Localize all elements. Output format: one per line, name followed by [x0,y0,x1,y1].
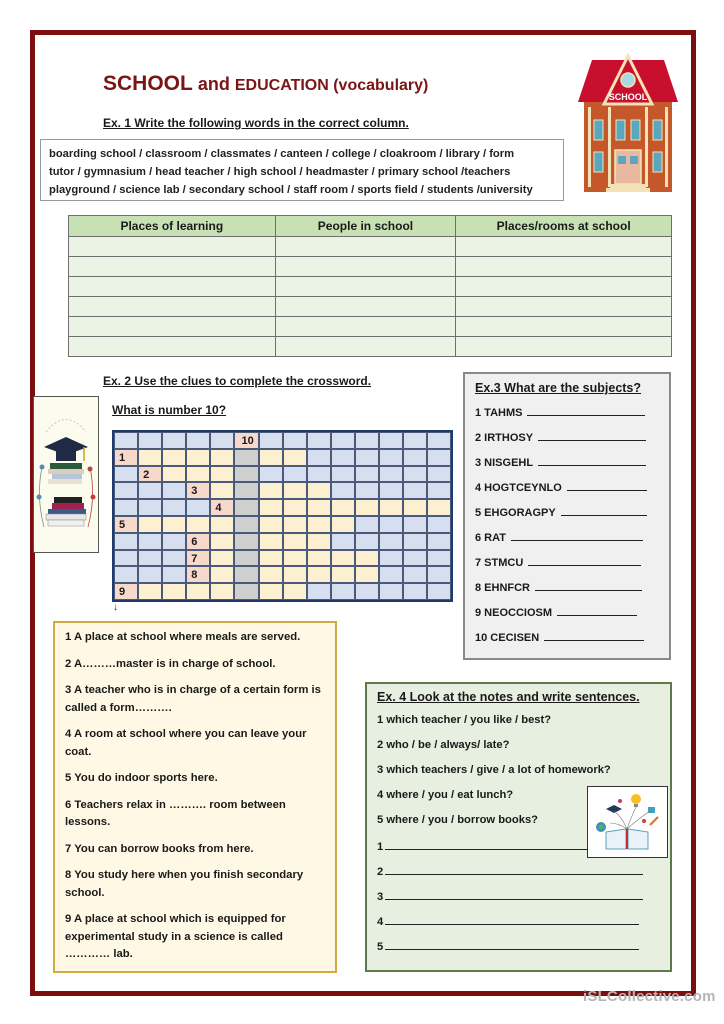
crossword-clue-number: 5 [114,516,138,533]
answer-blank[interactable] [528,555,641,566]
crossword-cell-blocked [427,583,451,600]
crossword-cell-answer[interactable] [355,550,379,567]
table-cell-blank[interactable] [69,337,276,357]
crossword-cell-blocked [114,432,138,449]
crossword-cell-blocked [355,516,379,533]
table-row [69,337,672,357]
crossword-cell-blocked [307,583,331,600]
column-header-places-rooms: Places/rooms at school [456,216,672,237]
clue: 6 Teachers relax in ………. room between lessons. [65,798,286,828]
word-bank [40,139,564,201]
table-cell-blank[interactable] [69,317,276,337]
crossword-cell-blocked [186,432,210,449]
crossword-cell-answer[interactable] [427,499,451,516]
crossword-cell-keyword[interactable] [234,482,258,499]
crossword-cell-answer[interactable] [259,449,283,466]
anagram-label: 4 HOGTCEYNLO [475,482,562,494]
table-cell-blank[interactable] [69,257,276,277]
crossword-cell-keyword[interactable] [234,516,258,533]
crossword-cell-blocked [138,550,162,567]
crossword-cell-answer[interactable] [283,566,307,583]
crossword-cell-blocked [403,466,427,483]
crossword-cell-blocked [427,449,451,466]
anagram-label: 3 NISGEHL [475,457,534,469]
crossword-clue-number: 3 [186,482,210,499]
arrow-down-icon: ↓ [113,602,118,613]
answer-blank[interactable] [561,505,647,516]
crossword-cell-answer[interactable] [162,449,186,466]
crossword-cell-answer[interactable] [162,466,186,483]
clue: 1 A place at school where meals are served. [65,631,301,643]
crossword-cell-blocked [162,432,186,449]
crossword-cell-answer[interactable] [331,499,355,516]
ex4-prompt: 2 who / be / always/ late? [377,739,510,751]
table-cell-blank[interactable] [69,277,276,297]
column-header-places-of-learning: Places of learning [69,216,276,237]
crossword-cell-blocked [427,466,451,483]
crossword-cell-answer[interactable] [307,499,331,516]
crossword-cell-blocked [427,432,451,449]
crossword-cell-blocked [355,466,379,483]
crossword-cell-blocked [307,466,331,483]
word-bank-line: tutor / gymnasium / head teacher / high school / headmaster / primary school /teachers [49,166,511,178]
anagram-label: 9 NEOCCIOSM [475,607,553,619]
subject-anagram-item [475,630,659,655]
crossword-cell-blocked [210,432,234,449]
word-bank-line: boarding school / classroom / classmates / canteen / college / cloakroom / library / form [49,148,515,160]
table-row [69,277,672,297]
crossword-cell-blocked [331,466,355,483]
ex4-heading: Ex. 4 Look at the notes and write sentences. [377,690,640,704]
crossword-cell-keyword[interactable] [234,566,258,583]
answer-blank[interactable] [527,405,645,416]
crossword-cell-blocked [379,583,403,600]
crossword-cell-answer[interactable] [210,550,234,567]
ex4-prompt: 5 where / you / borrow books? [377,814,539,826]
crossword-cell-keyword[interactable] [234,533,258,550]
clue: 2 A………master is in charge of school. [65,657,276,670]
crossword-cell-blocked [162,550,186,567]
clue: 3 A teacher who is in charge of a certain form is called a form………. [65,684,321,714]
crossword-cell-answer[interactable] [210,449,234,466]
crossword-cell-blocked [355,583,379,600]
crossword-cell-blocked [379,550,403,567]
crossword-cell-answer[interactable] [331,516,355,533]
crossword-cell-blocked [162,482,186,499]
crossword-cell-blocked [403,583,427,600]
crossword-cell-answer[interactable] [307,482,331,499]
anagram-label: 6 RAT [475,532,506,544]
crossword-cell-answer[interactable] [355,566,379,583]
crossword-cell-blocked [427,482,451,499]
crossword-cell-blocked [379,432,403,449]
anagram-label: 10 CECISEN [475,632,540,644]
crossword-cell-blocked [114,533,138,550]
table-cell-blank[interactable] [275,237,456,257]
answer-blank[interactable] [538,430,646,441]
table-cell-blank[interactable] [275,317,456,337]
anagram-label: 5 EHGORAGPY [475,507,556,519]
crossword-cell-blocked [259,466,283,483]
crossword-cell-answer[interactable] [283,583,307,600]
crossword-cell-keyword[interactable] [234,466,258,483]
crossword-cell-blocked [379,533,403,550]
crossword-cell-blocked [403,449,427,466]
crossword-cell-answer[interactable] [307,533,331,550]
subject-anagram-item [475,455,659,480]
crossword-cell-blocked [307,432,331,449]
crossword-cell-answer[interactable] [307,566,331,583]
crossword-cell-answer[interactable] [186,583,210,600]
ex2-subheading: What is number 10? [112,403,227,417]
crossword-cell-answer[interactable] [210,466,234,483]
table-row [69,257,672,277]
crossword-cell-answer[interactable] [186,516,210,533]
ex1-table [68,215,672,357]
crossword-cell-blocked [403,516,427,533]
crossword-cell-blocked [427,516,451,533]
answer-blank[interactable] [557,605,637,616]
graduation-books-icon [33,396,99,553]
crossword-cell-answer[interactable] [259,566,283,583]
crossword-cell-blocked [427,566,451,583]
crossword-cell-blocked [162,533,186,550]
crossword-cell-blocked [138,432,162,449]
answer-blank[interactable] [538,455,646,466]
crossword-cell-answer[interactable] [379,499,403,516]
crossword-cell-answer[interactable] [331,566,355,583]
crossword-cell-answer[interactable] [283,482,307,499]
clue: 9 A place at school which is equipped for experimental study in a science is called ………… lab. [65,913,286,960]
ex3-heading: Ex.3 What are the subjects? [475,381,642,395]
crossword-cell-answer[interactable] [210,516,234,533]
crossword-cell-blocked [355,449,379,466]
school-building-icon [578,52,678,197]
crossword-cell-blocked [114,482,138,499]
crossword-cell-blocked [114,566,138,583]
anagram-label: 7 STMCU [475,557,524,569]
open-book-ideas-icon [587,786,668,858]
crossword-cell-blocked [379,516,403,533]
table-cell-blank[interactable] [456,237,672,257]
clue: 8 You study here when you finish secondary school. [65,869,304,899]
crossword-cell-answer[interactable] [138,516,162,533]
table-row [69,317,672,337]
crossword-cell-blocked [138,499,162,516]
crossword-cell-answer[interactable] [283,533,307,550]
ex4-prompt: 3 which teachers / give / a lot of homework? [377,764,611,776]
crossword-cell-blocked [379,482,403,499]
answer-blank[interactable] [385,939,639,950]
crossword-cell-answer[interactable] [307,516,331,533]
crossword-cell-blocked [331,432,355,449]
clue: 5 You do indoor sports here. [65,772,218,784]
subject-anagram-item [475,430,659,455]
crossword-cell-blocked [283,466,307,483]
answer-blank[interactable] [567,480,647,491]
anagram-label: 1 TAHMS [475,407,523,419]
ex4-answer-line[interactable]: 3 [377,889,660,914]
clue: 4 A room at school where you can leave your coat. [65,728,307,758]
crossword-cell-answer[interactable] [259,499,283,516]
crossword-cell-keyword[interactable] [234,550,258,567]
ex4-answer-line[interactable]: 2 [377,864,660,889]
crossword-clue-number: 9 [114,583,138,600]
crossword-cell-answer[interactable] [138,449,162,466]
ex4-prompt: 4 where / you / eat lunch? [377,789,514,801]
crossword-cell-answer[interactable] [210,533,234,550]
crossword-cell-blocked [403,566,427,583]
crossword-cell-blocked [114,550,138,567]
crossword-cell-answer[interactable] [283,499,307,516]
crossword-cell-blocked [355,482,379,499]
answer-blank[interactable] [385,914,639,925]
crossword-cell-answer[interactable] [138,583,162,600]
crossword-cell-blocked [379,449,403,466]
crossword-clue-number: 6 [186,533,210,550]
crossword-cell-blocked [403,550,427,567]
answer-blank[interactable] [385,864,643,875]
crossword-cell-blocked [162,566,186,583]
watermark: iSLCollective.com [583,988,716,1005]
answer-blank[interactable] [511,530,643,541]
crossword-cell-blocked [427,533,451,550]
table-row [69,297,672,317]
clue: 7 You can borrow books from here. [65,842,254,855]
crossword-clue-number: 4 [210,499,234,516]
anagram-label: 2 IRTHOSY [475,432,534,444]
ex2-heading: Ex. 2 Use the clues to complete the crossword. [103,374,372,388]
crossword-clue-number: 1 [114,449,138,466]
page-title: SCHOOL and EDUCATION (vocabulary) [103,72,429,95]
subject-anagram-item [475,605,659,630]
table-cell-blank[interactable] [69,237,276,257]
subject-anagram-item [475,405,659,430]
crossword-cell-answer[interactable] [355,499,379,516]
crossword-cell-blocked [186,499,210,516]
answer-blank[interactable] [544,630,644,641]
crossword-cell-answer[interactable] [210,566,234,583]
crossword-cell-answer[interactable] [259,482,283,499]
crossword-cell-blocked [259,432,283,449]
crossword-cell-keyword[interactable] [234,583,258,600]
table-cell-blank[interactable] [275,337,456,357]
crossword-cell-answer[interactable] [403,499,427,516]
table-cell-blank[interactable] [275,277,456,297]
crossword-cell-answer[interactable] [259,516,283,533]
crossword-clue-number: 8 [186,566,210,583]
crossword-cell-answer[interactable] [162,583,186,600]
subject-anagram-item [475,505,659,530]
crossword-cell-blocked [283,432,307,449]
crossword-clues [53,621,337,973]
crossword-cell-blocked [114,466,138,483]
crossword-cell-blocked [162,499,186,516]
crossword-cell-blocked [331,482,355,499]
crossword-cell-blocked [114,499,138,516]
crossword-cell-blocked [138,482,162,499]
subject-anagram-item [475,480,659,505]
answer-blank[interactable] [535,580,642,591]
table-row [69,237,672,257]
crossword-cell-blocked [355,533,379,550]
crossword-cell-keyword[interactable] [234,499,258,516]
answer-blank[interactable] [385,889,643,900]
crossword-cell-blocked [138,533,162,550]
crossword-cell-answer[interactable] [331,550,355,567]
svg-text:SCHOOL: SCHOOL [608,92,648,102]
crossword-cell-answer[interactable] [283,516,307,533]
crossword-cell-blocked [355,432,379,449]
crossword-clue-number: 2 [138,466,162,483]
crossword-cell-keyword[interactable] [234,449,258,466]
crossword-cell-blocked [403,533,427,550]
crossword-cell-answer[interactable] [259,533,283,550]
table-cell-blank[interactable] [456,317,672,337]
crossword-cell-answer[interactable] [162,516,186,533]
table-cell-blank[interactable] [456,277,672,297]
crossword-cell-answer[interactable] [210,583,234,600]
anagram-label: 8 EHNFCR [475,582,531,594]
subject-anagram-item [475,555,659,580]
table-cell-blank[interactable] [456,297,672,317]
crossword-clue-number: 7 [186,550,210,567]
crossword-clue-number: 10 [234,432,258,449]
crossword-cell-blocked [331,449,355,466]
crossword-cell-blocked [331,583,355,600]
crossword-cell-blocked [379,566,403,583]
crossword-cell-answer[interactable] [283,449,307,466]
ex4-answer-line[interactable]: 5 [377,939,660,964]
ex4-answer-line[interactable]: 1 [377,839,660,864]
crossword-cell-answer[interactable] [186,466,210,483]
table-cell-blank[interactable] [275,297,456,317]
table-cell-blank[interactable] [275,257,456,277]
crossword-cell-answer[interactable] [283,550,307,567]
word-bank-line: playground / science lab / secondary school / staff room / sports field / students /university [49,184,533,196]
crossword-cell-blocked [403,432,427,449]
crossword-cell-blocked [138,566,162,583]
crossword-grid [112,430,453,602]
ex4-prompt: 1 which teacher / you like / best? [377,714,552,726]
crossword-cell-answer[interactable] [307,550,331,567]
answer-blank[interactable] [385,839,590,850]
crossword-cell-blocked [379,466,403,483]
ex4-answer-line[interactable]: 4 [377,914,660,939]
crossword-cell-blocked [427,550,451,567]
crossword-cell-blocked [307,449,331,466]
crossword-cell-answer[interactable] [259,550,283,567]
ex1-heading: Ex. 1 Write the following words in the correct column. [103,116,409,130]
ex3-box [463,372,671,660]
subject-anagram-item [475,530,659,555]
crossword-cell-blocked [331,533,355,550]
crossword-cell-answer[interactable] [210,482,234,499]
crossword-cell-answer[interactable] [259,583,283,600]
table-cell-blank[interactable] [69,297,276,317]
column-header-people-in-school: People in school [275,216,456,237]
table-cell-blank[interactable] [456,337,672,357]
subject-anagram-item [475,580,659,605]
crossword-cell-answer[interactable] [186,449,210,466]
crossword-cell-blocked [403,482,427,499]
table-cell-blank[interactable] [456,257,672,277]
